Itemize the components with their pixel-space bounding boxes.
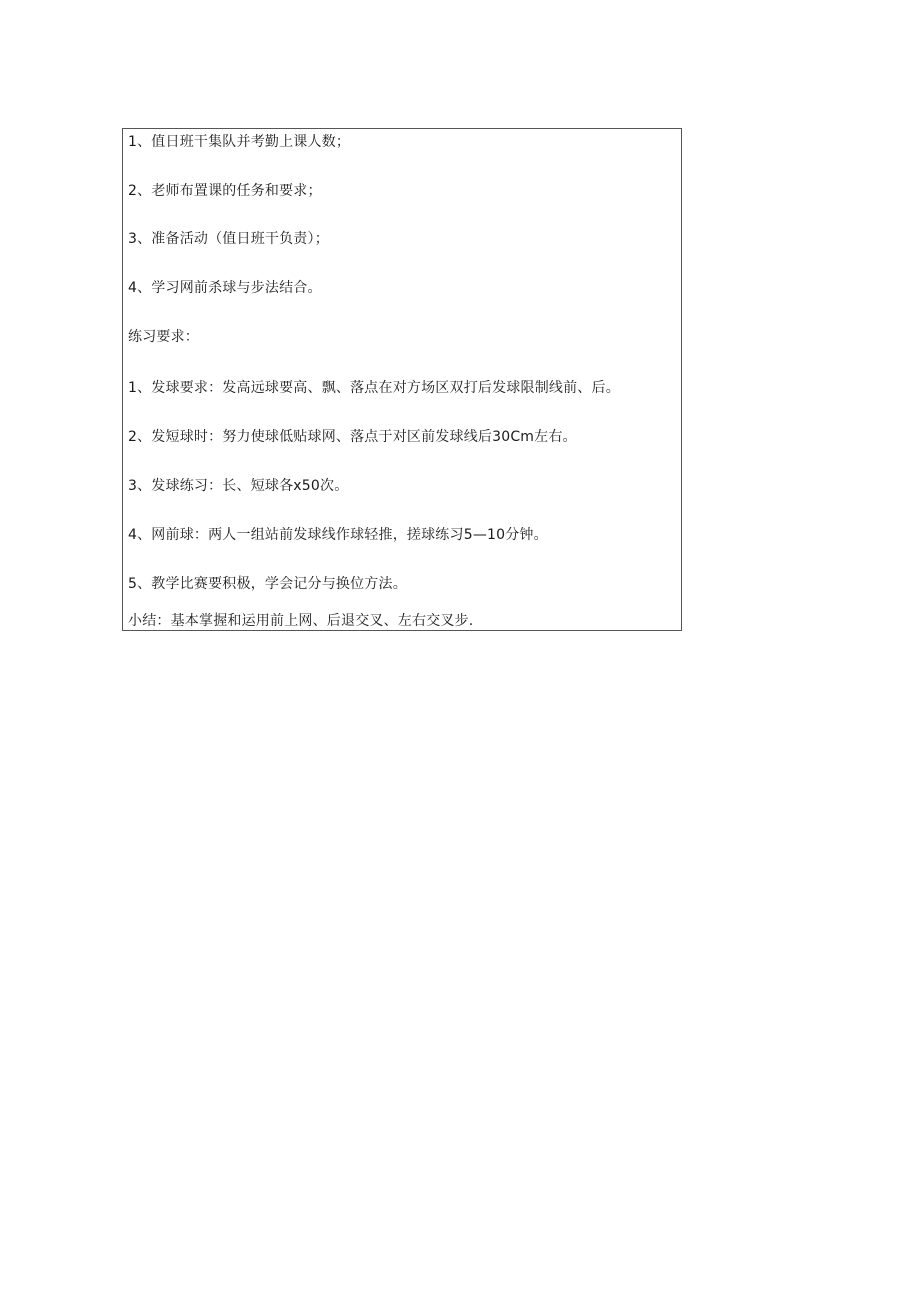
practice-requirements-heading: 练习要求： bbox=[128, 329, 199, 345]
requirement-3-line: 3、发球练习：长、短球各x50次。 bbox=[128, 478, 349, 494]
step-2-line: 2、老师布置课的任务和要求； bbox=[128, 183, 322, 199]
step-4-line: 4、学习网前杀球与步法结合。 bbox=[128, 280, 322, 296]
requirement-4-line: 4、网前球：两人一组站前发球线作球轻推，搓球练习5—10分钟。 bbox=[128, 527, 548, 543]
step-3-line: 3、准备活动（值日班干负责）； bbox=[128, 231, 329, 247]
requirement-1-line: 1、发球要求：发高远球要高、飘、落点在对方场区双打后发球限制线前、后。 bbox=[128, 380, 620, 396]
step-1-line: 1、值日班干集队并考勤上课人数； bbox=[128, 134, 351, 150]
requirement-5-line: 5、教学比赛要积极，学会记分与换位方法。 bbox=[128, 576, 407, 592]
lesson-content-table bbox=[122, 128, 682, 631]
summary-line: 小结：基本掌握和运用前上网、后退交叉、左右交叉步. bbox=[128, 613, 474, 629]
requirement-2-line: 2、发短球时：努力使球低贴球网、落点于对区前发球线后30Cm左右。 bbox=[128, 429, 577, 445]
